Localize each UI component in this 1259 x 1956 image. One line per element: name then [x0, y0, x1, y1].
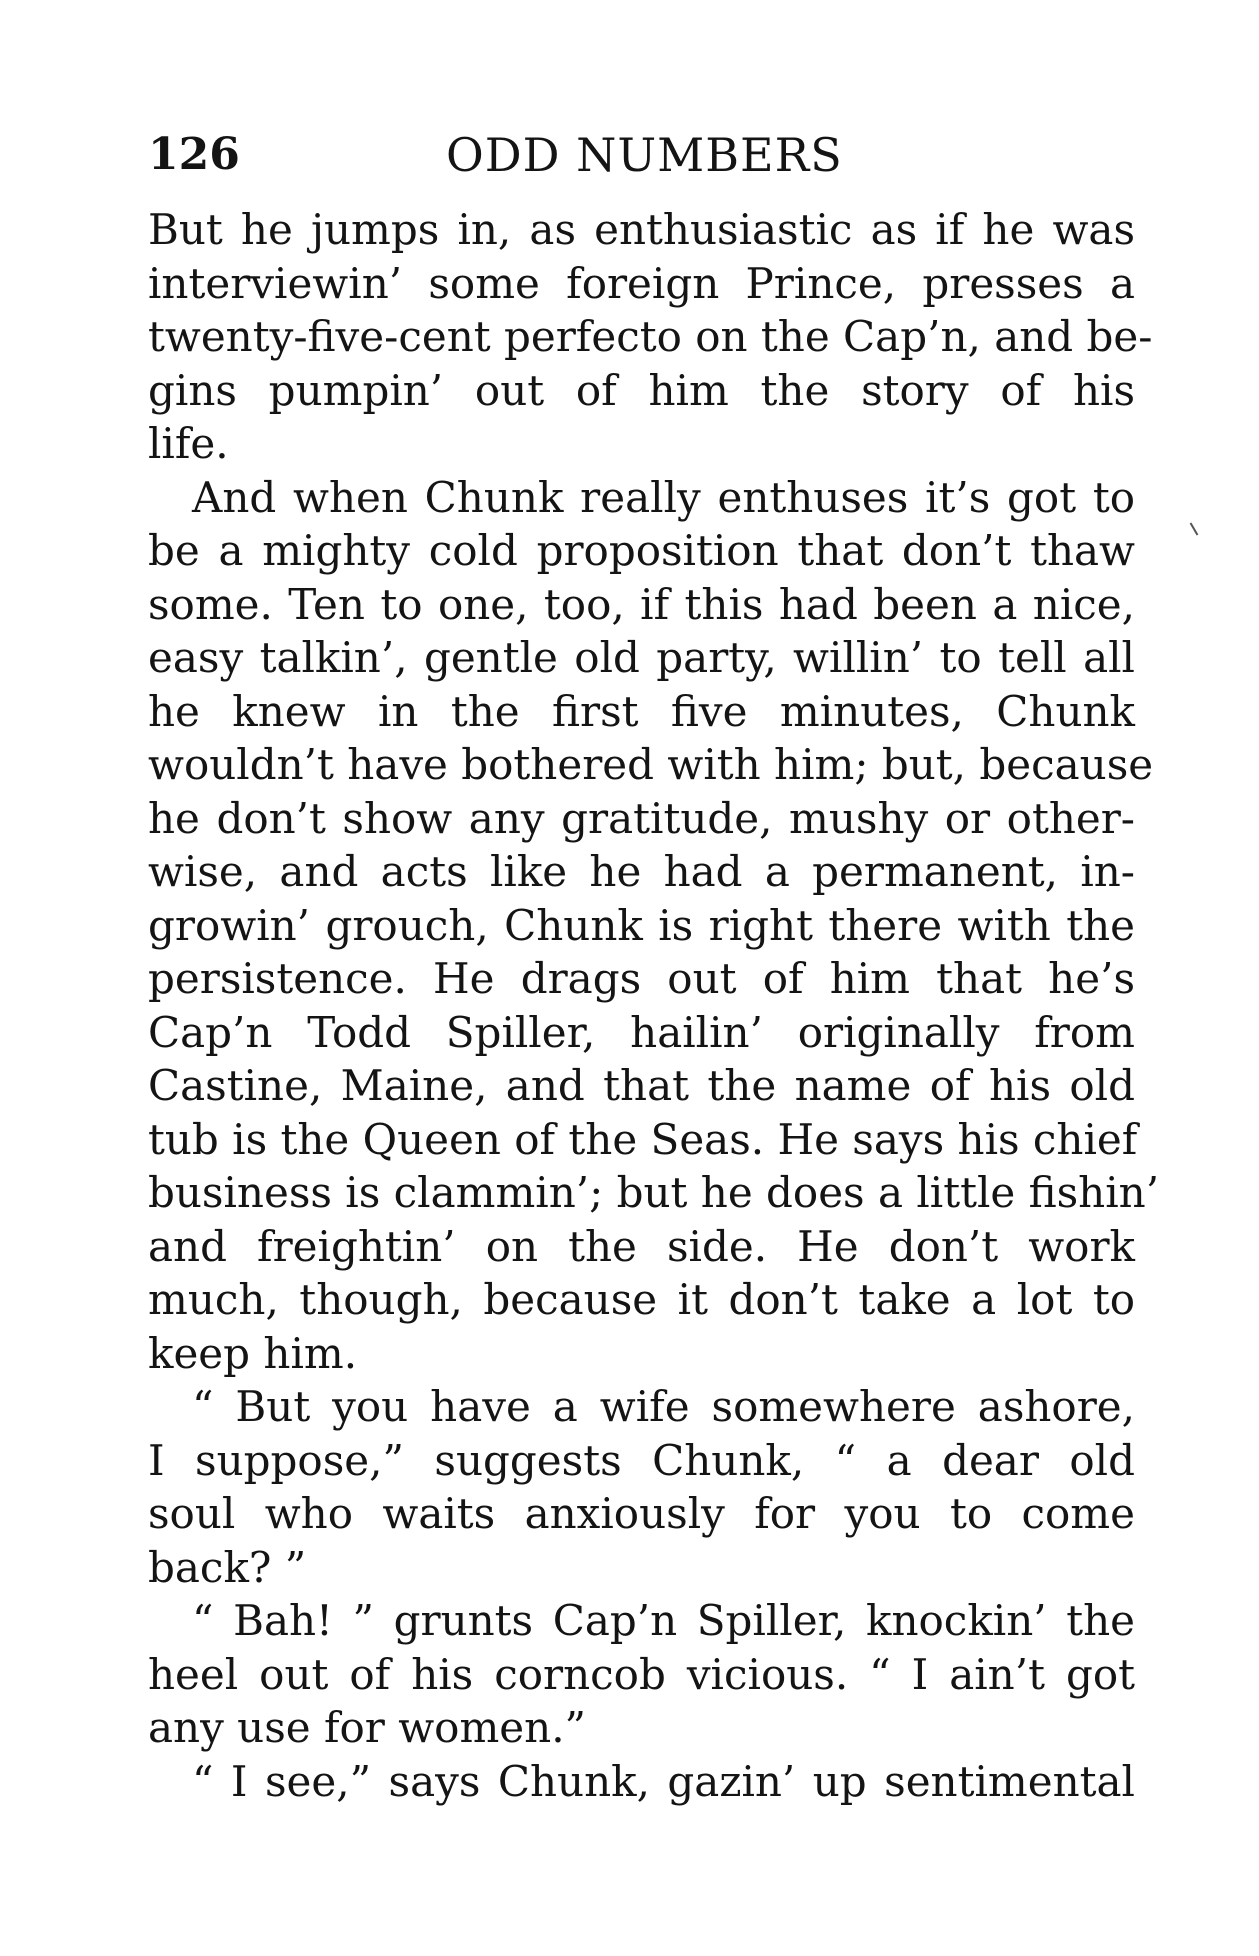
text-line: tub is the Queen of the Seas. He says his chief	[148, 1114, 1138, 1164]
text-line: much, though, because it don’t take a lot to	[148, 1275, 1135, 1324]
text-line: I suppose,” suggests Chunk, “ a dear old	[148, 1435, 1135, 1485]
page-number: 126	[148, 129, 240, 180]
text-line: “ Bah! ” grunts Cap’n Spiller, knockin’ the	[192, 1596, 1135, 1645]
text-line: “ I see,” says Chunk, gazin’ up sentimental	[192, 1756, 1135, 1806]
text-line: growin’ grouch, Chunk is right there with the	[148, 900, 1135, 950]
running-title: ODD NUMBERS	[446, 128, 843, 182]
text-line: and freightin’ on the side. He don’t work	[148, 1221, 1135, 1271]
text-line: keep him.	[148, 1328, 358, 1378]
text-line: any use for women.”	[148, 1703, 587, 1752]
text-line: “ But you have a wife somewhere ashore,	[192, 1382, 1135, 1431]
text-line: Castine, Maine, and that the name of his old	[148, 1061, 1135, 1110]
text-line: soul who waits anxiously for you to come	[148, 1489, 1135, 1538]
text-line: life.	[148, 419, 229, 468]
scan-speck	[1190, 522, 1199, 535]
text-line: back? ”	[148, 1542, 307, 1592]
text-line: persistence. He drags out of him that he’s	[148, 954, 1135, 1003]
text-line: be a mighty cold proposition that don’t thaw	[148, 526, 1135, 575]
text-line: business is clammin’; but he does a little fishin’	[148, 1168, 1160, 1217]
text-line: wouldn’t have bothered with him; but, because	[148, 740, 1154, 789]
text-line: But he jumps in, as enthusiastic as if he was	[148, 205, 1135, 254]
text-line: gins pumpin’ out of him the story of his	[148, 365, 1135, 415]
text-line: twenty-five-cent perfecto on the Cap’n, and be-	[148, 312, 1153, 361]
text-line: some. Ten to one, too, if this had been a nice,	[148, 579, 1135, 629]
text-line: easy talkin’, gentle old party, willin’ to tell all	[148, 633, 1135, 682]
text-line: wise, and acts like he had a permanent, in-	[148, 847, 1135, 896]
body-text	[148, 203, 1160, 1808]
text-line: he knew in the first five minutes, Chunk	[148, 686, 1135, 736]
text-line: heel out of his corncob vicious. “ I ain’t got	[148, 1649, 1135, 1699]
text-line: interviewin’ some foreign Prince, presses a	[148, 258, 1135, 308]
text-line: he don’t show any gratitude, mushy or other-	[148, 793, 1135, 843]
text-line: And when Chunk really enthuses it’s got to	[192, 472, 1135, 522]
page-header	[148, 125, 1138, 185]
text-line: Cap’n Todd Spiller, hailin’ originally from	[148, 1007, 1135, 1057]
